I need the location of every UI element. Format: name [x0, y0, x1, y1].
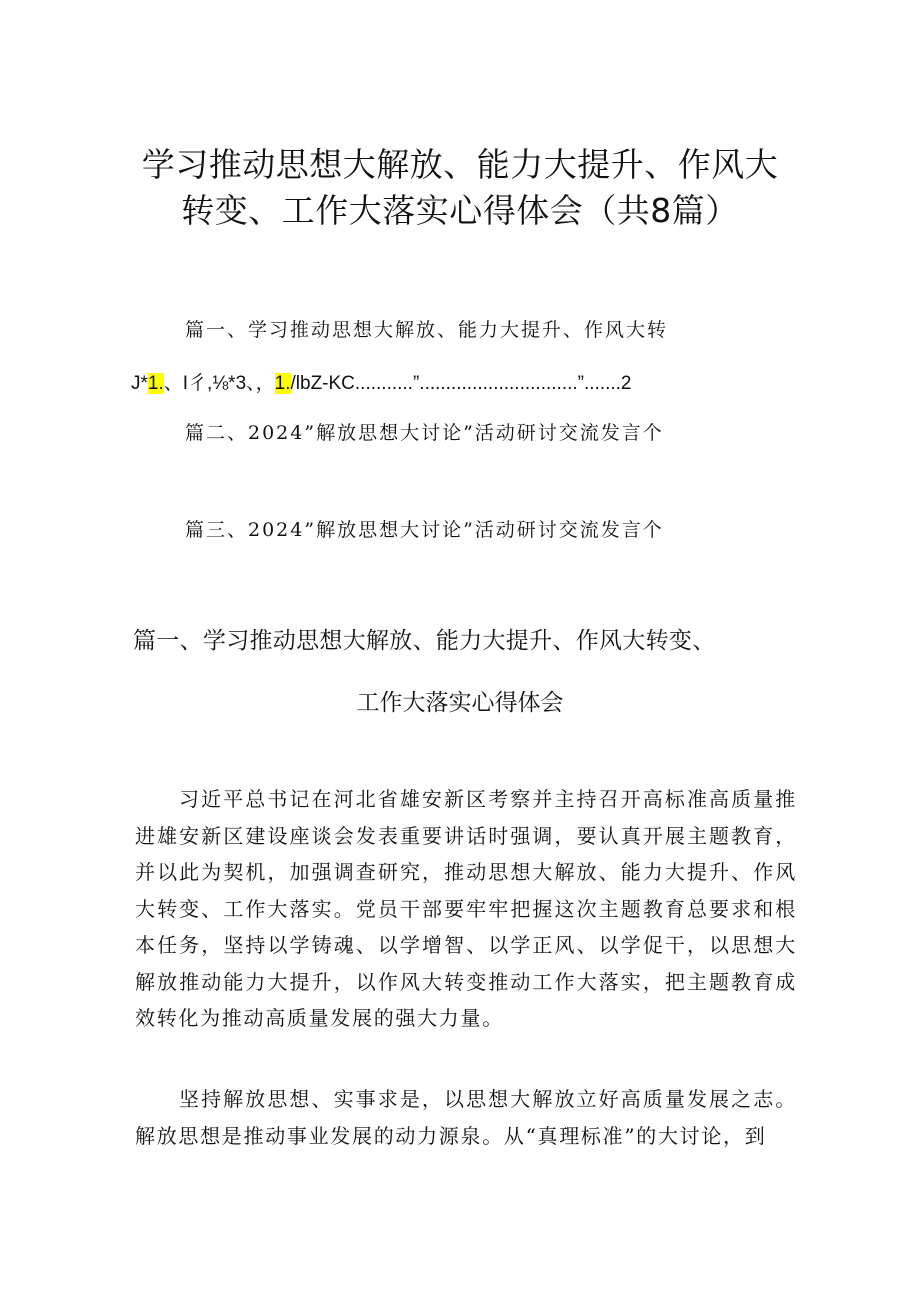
toc-item-2[interactable]: 篇二、2024”解放思想大讨论”活动研讨交流发言个: [185, 422, 664, 444]
document-title: [0, 142, 920, 234]
highlighted-text: 1.: [274, 373, 291, 394]
garbled-part-1: J*: [131, 373, 148, 394]
toc-item-1[interactable]: 篇一、学习推动思想大解放、能力大提升、作风大转: [185, 319, 669, 341]
toc-item-3[interactable]: 篇三、2024”解放思想大讨论”活动研讨交流发言个: [185, 519, 664, 541]
garbled-part-5: /lbZ-KC...........”..............................”.......2: [290, 373, 632, 394]
body-paragraph-1: 习近平总书记在河北省雄安新区考察并主持召开高标准高质量推进雄安新区建设座谈会发表重要讲话时强调，要认真开展主题教育，并以此为契机，加强调查研究，推动思想大解放、能力大提升、作风大转变、工作大落实。党员干部要牢牢把握这次主题教育总要求和根本任务，坚持以学铸魂、以学增智、以学正风、以学促干，以思想大解放推动能力大提升，以作风大转变推动工作大落实，把主题教育成效转化为推动高质量发展的强大力量。: [135, 787, 797, 1030]
document-title-line-1: 学习推动思想大解放、能力大提升、作风大: [141, 145, 779, 184]
section-heading: 篇一、学习推动思想大解放、能力大提升、作风大转变、: [133, 628, 716, 654]
document-title-line-2: 转变、工作大落实心得体会（共8篇）: [181, 191, 739, 230]
garbled-part-3: 、I彳,⅛*3、，: [163, 373, 275, 394]
section-heading-line-2: 工作大落实心得体会: [356, 690, 564, 716]
toc-garbled-line: [131, 368, 632, 395]
highlighted-text: 1.: [147, 373, 164, 394]
body-paragraph-2: 坚持解放思想、实事求是，以思想大解放立好高质量发展之志。解放思想是推动事业发展的动力源泉。从“真理标准”的大讨论，到: [135, 1087, 797, 1148]
